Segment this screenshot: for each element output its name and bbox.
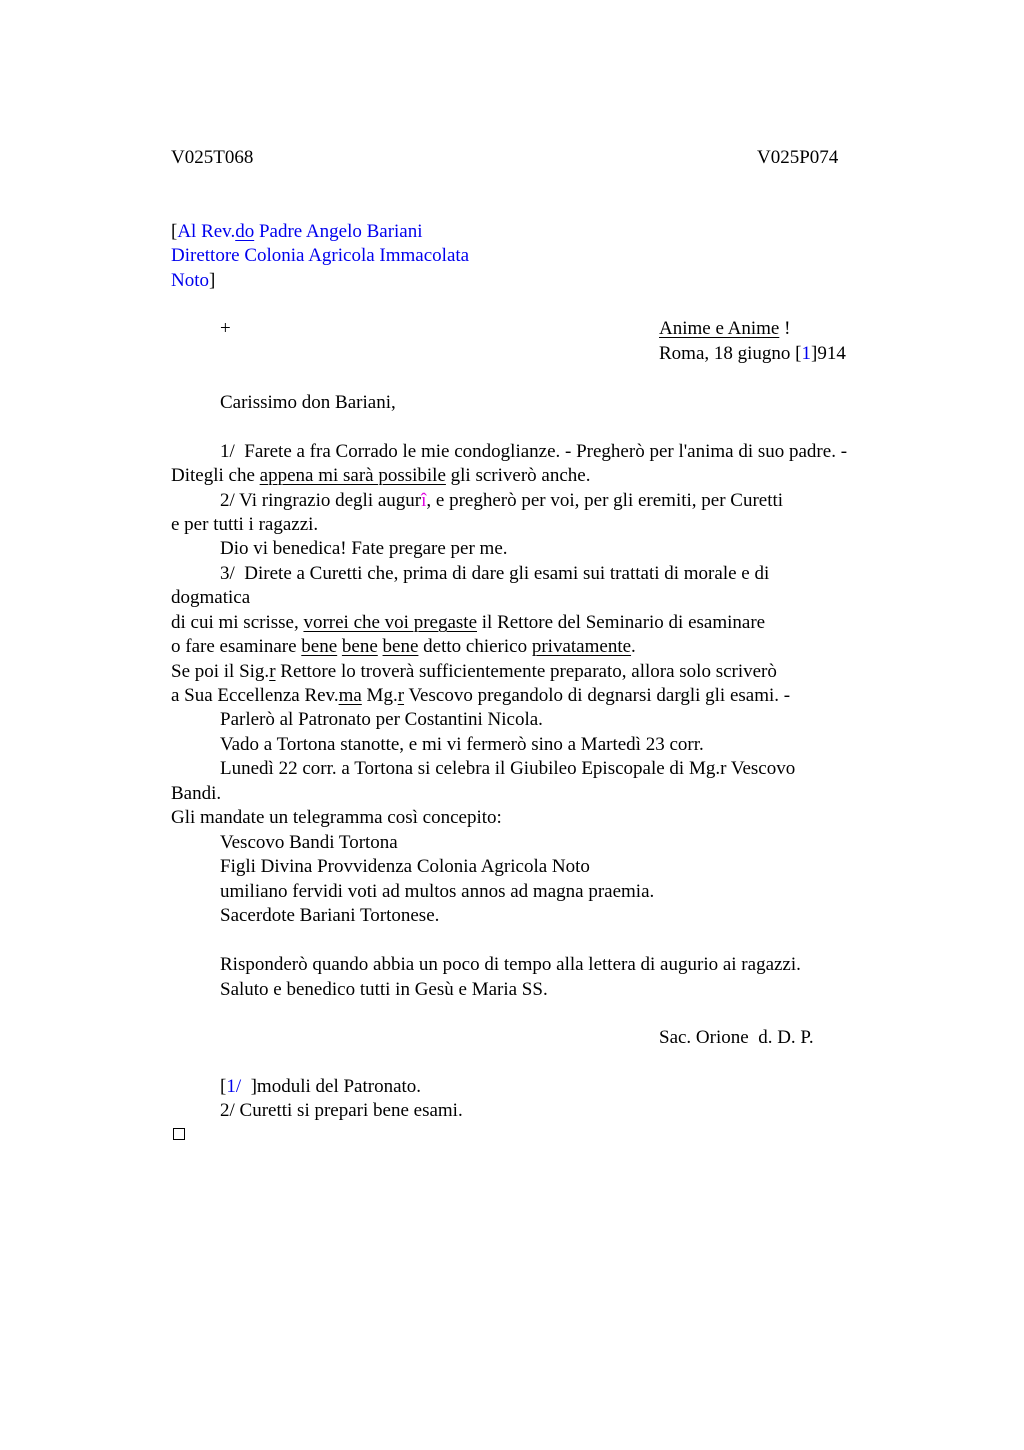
paragraph-2-line-3: Dio vi benedica! Fate pregare per me.	[220, 538, 508, 559]
telegram-line-2: Figli Divina Provvidenza Colonia Agricola Noto	[220, 856, 590, 877]
paragraph-1-line-2: Ditegli che appena mi sarà possibile gli scriverò anche.	[171, 465, 591, 486]
address-line-3: Noto]	[171, 270, 216, 291]
paragraph-3-line-1: 3/ Direte a Curetti che, prima di dare gli esami sui trattati di morale e di	[220, 563, 770, 584]
telegram-line-3: umiliano fervidi voti ad multos annos ad magna praemia.	[220, 881, 655, 902]
paragraph-3-line-6: a Sua Eccellenza Rev.ma Mg.r Vescovo pregandolo di degnarsi dargli gli esami. -	[171, 685, 791, 706]
paragraph-3-line-5: Se poi il Sig.r Rettore lo troverà sufficientemente preparato, allora solo scriverò	[171, 661, 777, 682]
header-left-code: V025T068	[171, 147, 254, 168]
telegram-line-1: Vescovo Bandi Tortona	[220, 832, 398, 853]
paragraph-4-line-3: Lunedì 22 corr. a Tortona si celebra il Giubileo Episcopale di Mg.r Vescovo	[220, 758, 796, 779]
postscript-line-1: [1/ ]moduli del Patronato.	[220, 1076, 422, 1097]
cross-symbol: +	[220, 318, 231, 339]
closing-line-2: Saluto e benedico tutti in Gesù e Maria SS.	[220, 979, 548, 1000]
paragraph-4-line-5: Gli mandate un telegramma così concepito:	[171, 807, 502, 828]
telegram-line-4: Sacerdote Bariani Tortonese.	[220, 905, 440, 926]
address-line-2: Direttore Colonia Agricola Immacolata	[171, 245, 470, 266]
paragraph-1-line-1: 1/ Farete a fra Corrado le mie condoglianze. - Pregherò per l'anima di suo padre. -	[220, 441, 848, 462]
paragraph-2-line-1: 2/ Vi ringrazio degli augurî, e pregherò per voi, per gli eremiti, per Curetti	[220, 490, 784, 511]
paragraph-3-line-4: o fare esaminare bene bene bene detto chierico privatamente.	[171, 636, 636, 657]
header-right-code: V025P074	[757, 147, 839, 168]
paragraph-4-line-1: Parlerò al Patronato per Costantini Nicola.	[220, 709, 543, 730]
paragraph-3-line-3: di cui mi scrisse, vorrei che voi pregaste il Rettore del Seminario di esaminare	[171, 612, 766, 633]
end-box-symbol	[173, 1128, 185, 1140]
postscript-line-2: 2/ Curetti si prepari bene esami.	[220, 1100, 463, 1121]
salutation: Carissimo don Bariani,	[220, 392, 396, 413]
address-line-1: [Al Rev.do Padre Angelo Bariani	[171, 221, 423, 242]
paragraph-4-line-4: Bandi.	[171, 783, 222, 804]
closing-line-1: Risponderò quando abbia un poco di tempo alla lettera di augurio ai ragazzi.	[220, 954, 801, 975]
paragraph-3-line-2: dogmatica	[171, 587, 251, 608]
paragraph-2-line-2: e per tutti i ragazzi.	[171, 514, 319, 535]
signature: Sac. Orione d. D. P.	[659, 1027, 814, 1048]
motto: Anime e Anime !	[659, 318, 791, 339]
paragraph-4-line-2: Vado a Tortona stanotte, e mi vi fermerò sino a Martedì 23 corr.	[220, 734, 704, 755]
dateline: Roma, 18 giugno [1]914	[659, 343, 846, 364]
